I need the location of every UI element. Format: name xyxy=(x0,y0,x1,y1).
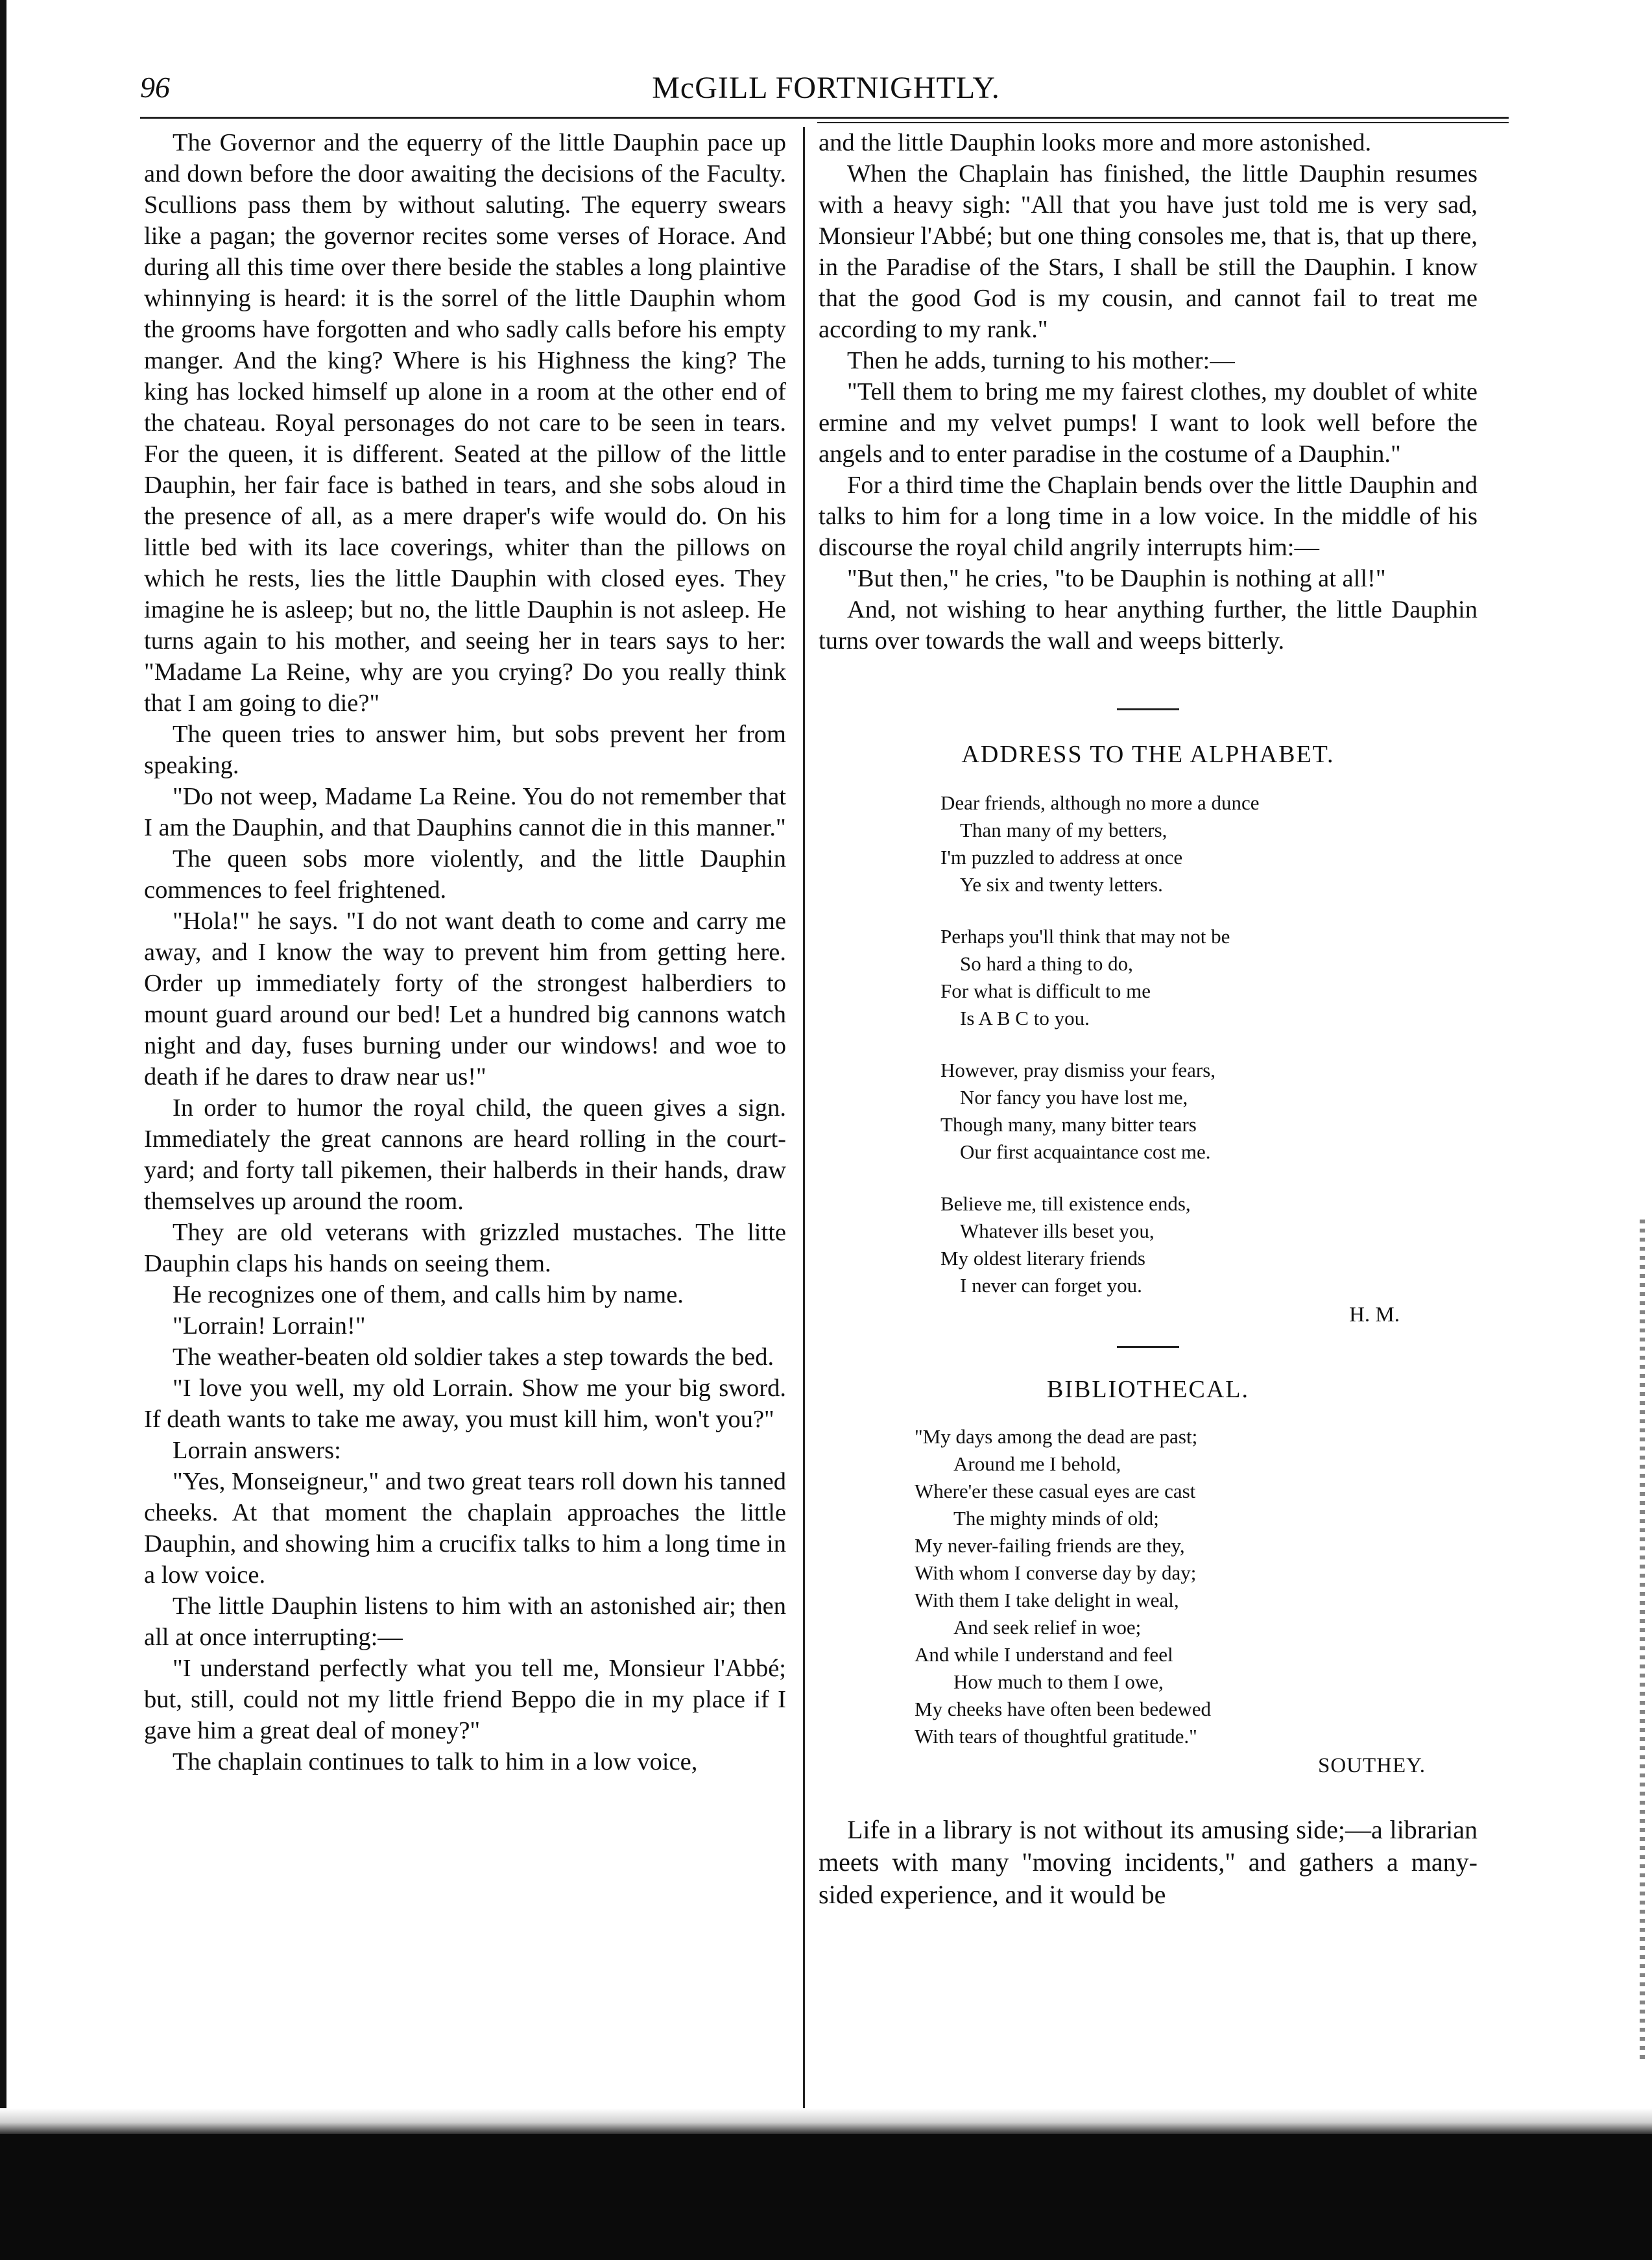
poem-signature: SOUTHEY. xyxy=(1318,1754,1426,1777)
paragraph: The little Dauphin listens to him with an astonished air; then all at once interrupting:— xyxy=(144,1593,786,1651)
paragraph: "Yes, Monseigneur," and two great tears roll down his tanned cheeks. At that moment the chaplain approaches the little Dauphin, and showing him a crucifix talks to him a long time in a low voice. xyxy=(144,1468,786,1589)
poem-line: With whom I converse day by day; xyxy=(915,1561,1197,1584)
right-column xyxy=(819,127,1478,1911)
poem-title: BIBLIOTHECAL. xyxy=(1046,1376,1250,1403)
poem-line: Our first acquaintance cost me. xyxy=(960,1140,1211,1163)
paragraph: "I understand perfectly what you tell me, Monsieur l'Abbé; but, still, could not my little friend Beppo die in my place if I gave him a great deal of money?" xyxy=(144,1655,786,1744)
poem-line: "My days among the dead are past; xyxy=(915,1425,1198,1448)
poem-line: Dear friends, although no more a dunce xyxy=(940,791,1260,814)
poem-line: With them I take delight in weal, xyxy=(915,1589,1179,1611)
paragraph: and the little Dauphin looks more and more astonished. xyxy=(819,129,1372,156)
poem-line: So hard a thing to do, xyxy=(960,952,1133,975)
poem-line: I'm puzzled to address at once xyxy=(940,846,1183,869)
poem-line: Perhaps you'll think that may not be xyxy=(940,925,1230,948)
header-rule xyxy=(140,117,1509,119)
poem-line: Believe me, till existence ends, xyxy=(940,1192,1191,1215)
poem-title: ADDRESS TO THE ALPHABET. xyxy=(961,741,1335,768)
poem-line: Whatever ills beset you, xyxy=(960,1220,1155,1242)
poem-line: Than many of my betters, xyxy=(960,819,1167,841)
paragraph: The queen sobs more violently, and the little Dauphin commences to feel frightened. xyxy=(144,845,786,904)
poem-stanza xyxy=(940,1057,1356,1166)
poem-line: My oldest literary friends xyxy=(940,1247,1145,1269)
poem-line: Where'er these casual eyes are cast xyxy=(915,1480,1196,1502)
scan-bottom-band xyxy=(0,2134,1652,2260)
paragraph: "Do not weep, Madame La Reine. You do not remember that I am the Dauphin, and that Dauphins cannot die in this manner." xyxy=(144,783,786,841)
paragraph: He recognizes one of them, and calls him by name. xyxy=(173,1281,684,1308)
paragraph: They are old veterans with grizzled mustaches. The litte Dauphin claps his hands on seeing them. xyxy=(144,1219,786,1277)
paragraph: The chaplain continues to talk to him in a low voice, xyxy=(173,1748,698,1775)
poem-line: Nor fancy you have lost me, xyxy=(960,1086,1188,1109)
paragraph: The weather-beaten old soldier takes a step towards the bed. xyxy=(173,1343,774,1371)
poem-line: Is A B C to you. xyxy=(960,1007,1090,1029)
paragraph: "I love you well, my old Lorrain. Show me your big sword. If death wants to take me away, you must kill him, won't you?" xyxy=(144,1375,786,1433)
left-column xyxy=(144,127,786,1777)
paragraph: The Governor and the equerry of the little Dauphin pace up and down before the door awaiting the decisions of the Faculty. Scullions pass them by without saluting. The equerry swears like a pagan; the governor recites some verses of Horace. And during all this time over there beside the stables a long plaintive whinnying is heard: it is the sorrel of the little Dauphin whom the grooms have forgotten and who sadly calls before his empty manger. And the king? Where is his Highness the king? The king has locked himself up alone in a room at the other end of the chateau. Royal personages do not care to be seen in tears. For the queen, it is different. Seated at the pillow of the little Dauphin, her fair face is bathed in tears, and she sobs aloud in the presence of all, as a mere draper's wife would do. On his little bed with its lace coverings, whiter than the pillows on which he rests, lies the little Dauphin with closed eyes. They imagine he is asleep; but no, the little Dauphin is not asleep. He turns again to his mother, and seeing her in tears says to her: "Madame La Reine, why are you crying? Do you really think that I am going to die?" xyxy=(144,129,786,717)
page-number: 96 xyxy=(140,71,170,104)
paragraph: "But then," he cries, "to be Dauphin is nothing at all!" xyxy=(847,565,1386,592)
paragraph: When the Chaplain has finished, the little Dauphin resumes with a heavy sigh: "All that you have just told me is very sad, Monsieur l'Abbé; but one thing consoles me, that is, that up there, in the Paradise of the Stars, I shall be still the Dauphin. I know that the good God is my cousin, and cannot fail to treat me according to my rank." xyxy=(819,160,1478,343)
running-head: McGILL FORTNIGHTLY. xyxy=(652,71,1000,105)
paragraph: "Tell them to bring me my fairest clothes, my doublet of white ermine and my velvet pumps! I want to look well before the angels and to enter paradise in the costume of a Dauphin." xyxy=(819,378,1478,468)
header-rule-secondary xyxy=(817,122,1509,123)
poem-address-to-alphabet xyxy=(940,789,1356,1299)
paragraph: In order to humor the royal child, the queen gives a sign. Immediately the great cannons are heard rolling in the court-yard; and forty tall pikemen, their halberds in their hands, draw themselves up around the room. xyxy=(144,1094,786,1215)
poem-line: Though many, many bitter tears xyxy=(940,1113,1197,1136)
poem-line: My never-failing friends are they, xyxy=(915,1534,1185,1557)
poem-line: Ye six and twenty letters. xyxy=(960,873,1163,896)
paragraph: Lorrain answers: xyxy=(173,1437,341,1464)
page-edge-shadow xyxy=(0,0,6,2260)
poem-stanza xyxy=(940,923,1356,1032)
poem-signature: H. M. xyxy=(1349,1303,1400,1327)
paragraph: "Hola!" he says. "I do not want death to come and carry me away, and I know the way to prevent him from getting here. Order up immediately forty of the strongest halberdiers to mount guard around our bed! Let a hundred big cannons watch night and day, fuses burning under our windows! and woe to death if he dares to draw near us!" xyxy=(144,908,786,1090)
paragraph: For a third time the Chaplain bends over the little Dauphin and talks to him for a long time in a low voice. In the middle of his discourse the royal child angrily interrupts him:— xyxy=(819,472,1478,561)
poem-line: My cheeks have often been bedewed xyxy=(915,1698,1212,1720)
poem-line: And while I understand and feel xyxy=(915,1643,1173,1666)
column-divider xyxy=(803,127,805,2170)
paragraph: The queen tries to answer him, but sobs prevent her from speaking. xyxy=(144,721,786,779)
scan-shadow xyxy=(0,2108,1652,2137)
page-edge-right xyxy=(1640,1220,1645,2063)
paragraph: Then he adds, turning to his mother:— xyxy=(847,347,1235,374)
poem-stanza xyxy=(940,789,1356,898)
poem-line: And seek relief in woe; xyxy=(953,1616,1142,1639)
poem-bibliothecal xyxy=(915,1423,1382,1750)
poem-line: I never can forget you. xyxy=(960,1274,1142,1297)
poem-line: How much to them I owe, xyxy=(953,1670,1164,1693)
paragraph: And, not wishing to hear anything further, the little Dauphin turns over towards the wall and weeps bitterly. xyxy=(819,596,1478,655)
poem-line: With tears of thoughtful gratitude." xyxy=(915,1725,1197,1748)
poem-line: However, pray dismiss your fears, xyxy=(940,1059,1216,1081)
poem-stanza xyxy=(940,1190,1356,1299)
poem-line: The mighty minds of old; xyxy=(953,1507,1159,1530)
poem-line: For what is difficult to me xyxy=(940,980,1151,1002)
closing-paragraph: Life in a library is not without its amusing side;—a librarian meets with many "moving incidents," and gathers a many-sided experience, and it would be xyxy=(819,1815,1478,1909)
paragraph: "Lorrain! Lorrain!" xyxy=(173,1312,366,1340)
poem-line: Around me I behold, xyxy=(953,1452,1121,1475)
